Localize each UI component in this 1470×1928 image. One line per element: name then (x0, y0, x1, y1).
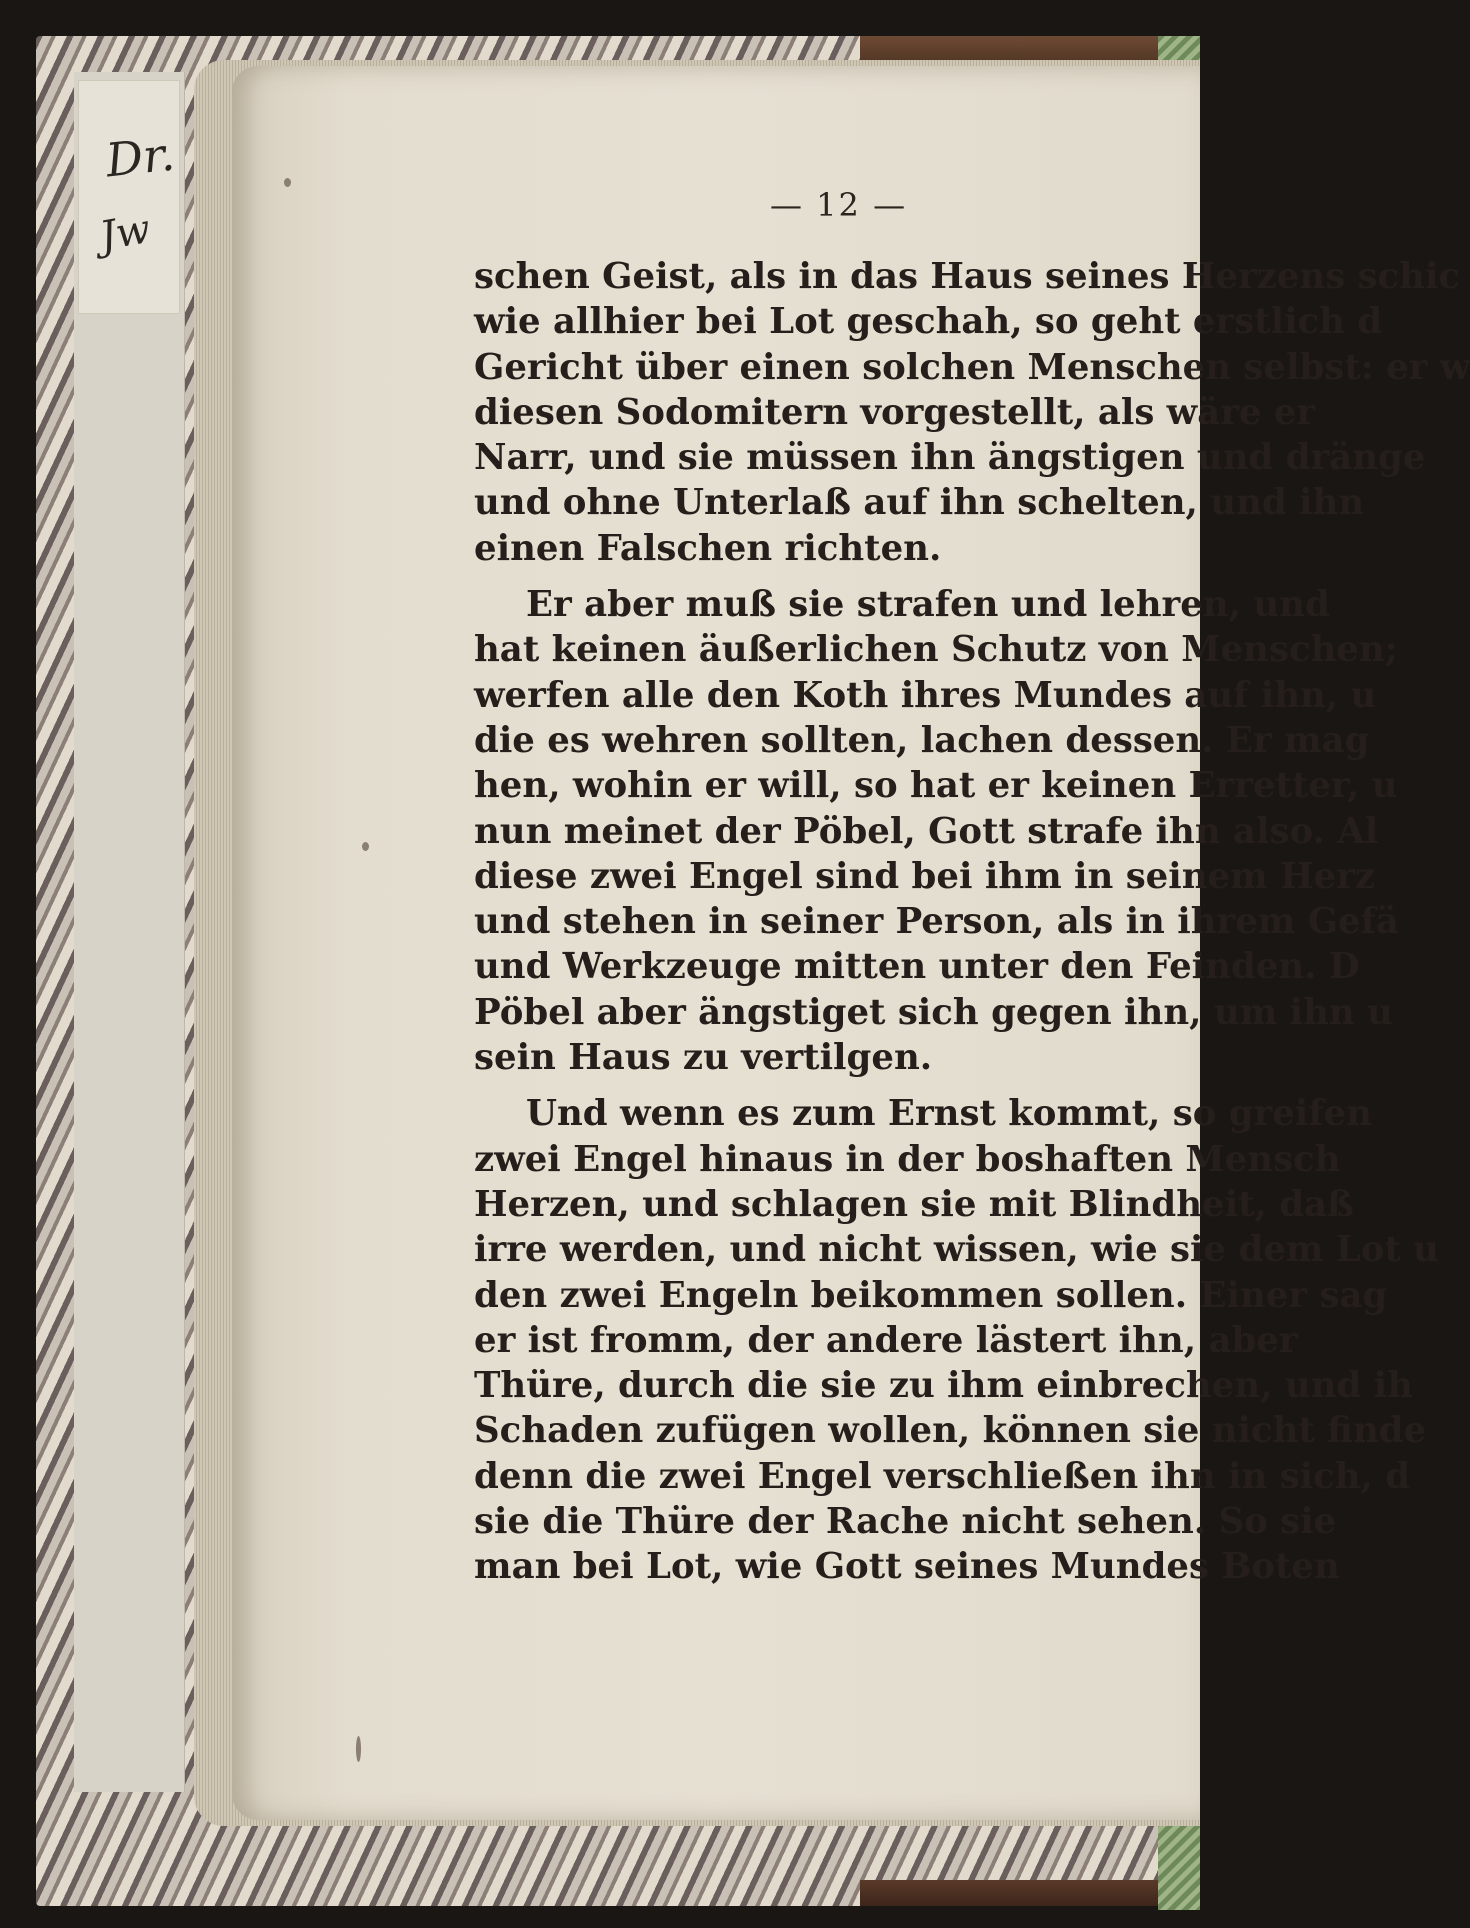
text-line: und ohne Unterlaß auf ihn schelten, und ihn (474, 482, 1365, 524)
text-line: er ist fromm, der andere lästert ihn, aber (474, 1319, 1298, 1361)
handwritten-note-1: Dr. (103, 126, 178, 188)
text-line: man bei Lot, wie Gott seines Mundes Boten (474, 1546, 1340, 1588)
text-line: wie allhier bei Lot geschah, so geht erstlich d (474, 301, 1383, 343)
paragraph-2 (474, 582, 1399, 1080)
body-text (474, 254, 1470, 1590)
text-line: Er aber muß sie strafen und lehren, und (526, 584, 1330, 626)
text-line: Herzen, und schlagen sie mit Blindheit, daß (474, 1183, 1355, 1225)
text-line: denn die zwei Engel verschließen ihn in sich, d (474, 1455, 1411, 1497)
text-line: und Werkzeuge mitten unter den Feinden. D (474, 946, 1360, 988)
shelf-label (78, 80, 180, 314)
text-line: schen Geist, als in das Haus seines Herzens schic (474, 256, 1461, 297)
text-line: hen, wohin er will, so hat er keinen Erretter, u (474, 765, 1398, 807)
text-line: Gericht über einen solchen Menschen selbst: er w (474, 346, 1470, 388)
paper-speck (356, 1736, 361, 1762)
text-line: diesen Sodomitern vorgestellt, als wäre er (474, 391, 1316, 433)
text-line: Narr, und sie müssen ihn ängstigen und dränge (474, 437, 1426, 479)
text-line: Und wenn es zum Ernst kommt, so greifen (526, 1093, 1373, 1135)
pastedown (74, 72, 185, 1792)
paragraph-3 (474, 1091, 1439, 1589)
text-line: hat keinen äußerlichen Schutz von Menschen; (474, 629, 1398, 671)
ribbon-bottom (1158, 1820, 1200, 1910)
handwritten-note-2: Jw (96, 205, 154, 261)
text-line: den zwei Engeln beikommen sollen. Einer sag (474, 1274, 1388, 1316)
text-line: Thüre, durch die sie zu ihm einbrechen, und ih (474, 1365, 1414, 1407)
text-line: sie die Thüre der Rache nicht sehen. So sie (474, 1501, 1337, 1543)
text-line: werfen alle den Koth ihres Mundes auf ihn, u (474, 674, 1377, 716)
text-line: die es wehren sollten, lachen dessen. Er mag (474, 719, 1370, 761)
text-line: irre werden, und nicht wissen, wie sie dem Lot u (474, 1229, 1439, 1271)
text-line: und stehen in seiner Person, als in ihrem Gefä (474, 901, 1399, 943)
page-number: — 12 — (770, 186, 908, 224)
cloth-spine-bottom (860, 1880, 1200, 1906)
text-line: sein Haus zu vertilgen. (474, 1037, 933, 1079)
paper-speck (284, 178, 291, 187)
paper-speck (362, 842, 369, 851)
text-line: zwei Engel hinaus in der boshaften Mensch (474, 1138, 1341, 1180)
paragraph-1 (474, 254, 1470, 571)
text-line: Schaden zufügen wollen, können sie nicht finde (474, 1410, 1427, 1452)
text-line: einen Falschen richten. (474, 527, 942, 569)
text-line: Pöbel aber ängstiget sich gegen ihn, um ihn u (474, 991, 1393, 1033)
text-line: diese zwei Engel sind bei ihm in seinem Herz (474, 855, 1376, 897)
text-line: nun meinet der Pöbel, Gott strafe ihn also. Al (474, 810, 1379, 852)
